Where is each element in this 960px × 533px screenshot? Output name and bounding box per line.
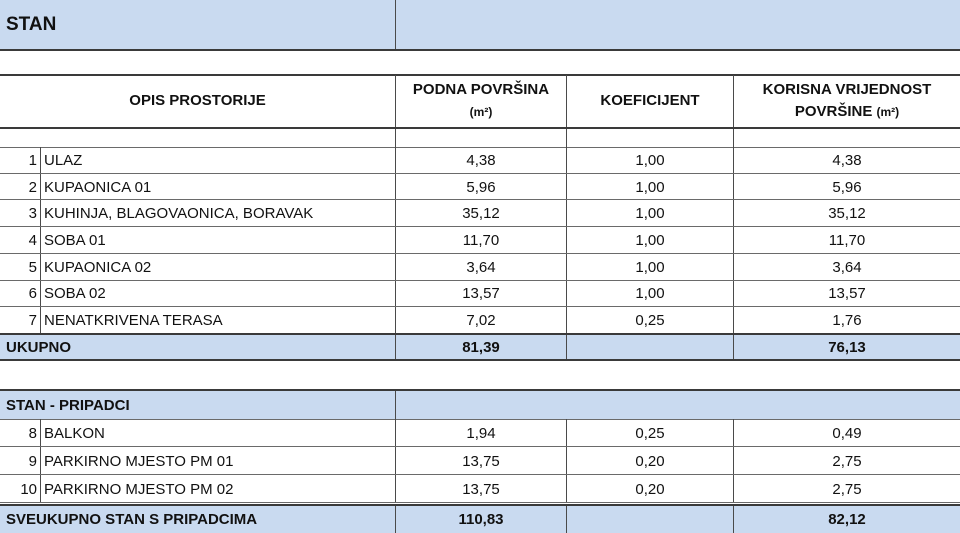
row-floor-area: 4,38 <box>396 147 567 174</box>
row-useful-area: 2,75 <box>832 480 862 498</box>
row-room-name: SOBA 02 <box>41 281 396 308</box>
row-coefficient: 0,20 <box>567 475 734 503</box>
row-room-name: KUHINJA, BLAGOVAONICA, BORAVAK <box>41 200 396 227</box>
row-coefficient: 1,00 <box>567 227 734 254</box>
table-row <box>0 254 960 281</box>
title-row <box>0 0 960 50</box>
row-number: 1 <box>0 147 41 174</box>
row-number: 6 <box>0 281 41 308</box>
table-row <box>0 419 960 447</box>
row-room-name: PARKIRNO MJESTO PM 02 <box>41 475 396 503</box>
row-room-name: PARKIRNO MJESTO PM 01 <box>41 447 396 475</box>
row-floor-area: 7,02 <box>396 307 567 334</box>
row-number: 2 <box>0 174 41 201</box>
row-room-name: ULAZ <box>41 147 396 174</box>
row-room-name: NENATKRIVENA TERASA <box>41 307 396 334</box>
appurtenances-title-row <box>0 391 960 419</box>
table-row <box>0 147 960 174</box>
grand-total-area: 110,83 <box>396 506 567 533</box>
row-floor-area: 13,75 <box>396 475 567 503</box>
row-floor-area: 13,57 <box>396 281 567 308</box>
row-number: 4 <box>0 227 41 254</box>
row-useful-area: 13,57 <box>828 285 866 303</box>
spacer-row <box>0 129 960 147</box>
header-useful-area: KORISNA VRIJEDNOST POVRŠINE (m²) <box>762 81 932 120</box>
row-floor-area: 35,12 <box>396 200 567 227</box>
row-useful-area: 0,49 <box>832 424 862 442</box>
table-row <box>0 227 960 254</box>
row-room-name: KUPAONICA 01 <box>41 174 396 201</box>
grand-total-useful: 82,12 <box>828 511 866 528</box>
row-number: 10 <box>0 475 41 503</box>
row-coefficient: 1,00 <box>567 174 734 201</box>
row-useful-area: 3,64 <box>832 258 862 276</box>
appurtenances-title: STAN - PRIPADCI <box>0 391 396 419</box>
column-header-row <box>0 75 960 127</box>
table-row <box>0 200 960 227</box>
table-title: STAN <box>0 0 396 50</box>
total-row <box>0 334 960 360</box>
row-floor-area: 3,64 <box>396 254 567 281</box>
grand-total-coef-empty <box>567 506 734 533</box>
grand-total-label: SVEUKUPNO STAN S PRIPADCIMA <box>0 506 396 533</box>
row-useful-area: 11,70 <box>828 231 866 249</box>
row-coefficient: 1,00 <box>567 200 734 227</box>
grand-total-row <box>0 506 960 533</box>
total-area: 81,39 <box>396 334 567 360</box>
row-room-name: SOBA 01 <box>41 227 396 254</box>
row-useful-area: 4,38 <box>832 151 862 169</box>
row-floor-area: 13,75 <box>396 447 567 475</box>
row-floor-area: 11,70 <box>396 227 567 254</box>
title-filler <box>396 0 960 50</box>
table-row <box>0 174 960 201</box>
table-row <box>0 307 960 334</box>
table-row <box>0 475 960 503</box>
row-floor-area: 5,96 <box>396 174 567 201</box>
row-number: 5 <box>0 254 41 281</box>
row-number: 3 <box>0 200 41 227</box>
table-row <box>0 281 960 308</box>
header-coefficient: KOEFICIJENT <box>567 75 734 127</box>
row-room-name: KUPAONICA 02 <box>41 254 396 281</box>
header-floor-area: PODNA POVRŠINA (m²) <box>396 75 567 127</box>
row-number: 8 <box>0 419 41 447</box>
total-coef-empty <box>567 334 734 360</box>
row-useful-area: 1,76 <box>832 312 862 330</box>
header-description: OPIS PROSTORIJE <box>0 75 396 127</box>
row-coefficient: 1,00 <box>567 281 734 308</box>
row-useful-area: 2,75 <box>832 452 862 470</box>
row-floor-area: 1,94 <box>396 419 567 447</box>
row-coefficient: 0,25 <box>567 419 734 447</box>
row-number: 9 <box>0 447 41 475</box>
row-coefficient: 0,20 <box>567 447 734 475</box>
table-row <box>0 447 960 475</box>
row-useful-area: 5,96 <box>832 178 862 196</box>
row-coefficient: 1,00 <box>567 147 734 174</box>
total-useful: 76,13 <box>828 338 866 356</box>
row-coefficient: 1,00 <box>567 254 734 281</box>
row-number: 7 <box>0 307 41 334</box>
total-label: UKUPNO <box>0 334 396 360</box>
row-room-name: BALKON <box>41 419 396 447</box>
row-useful-area: 35,12 <box>828 205 866 223</box>
row-coefficient: 0,25 <box>567 307 734 334</box>
